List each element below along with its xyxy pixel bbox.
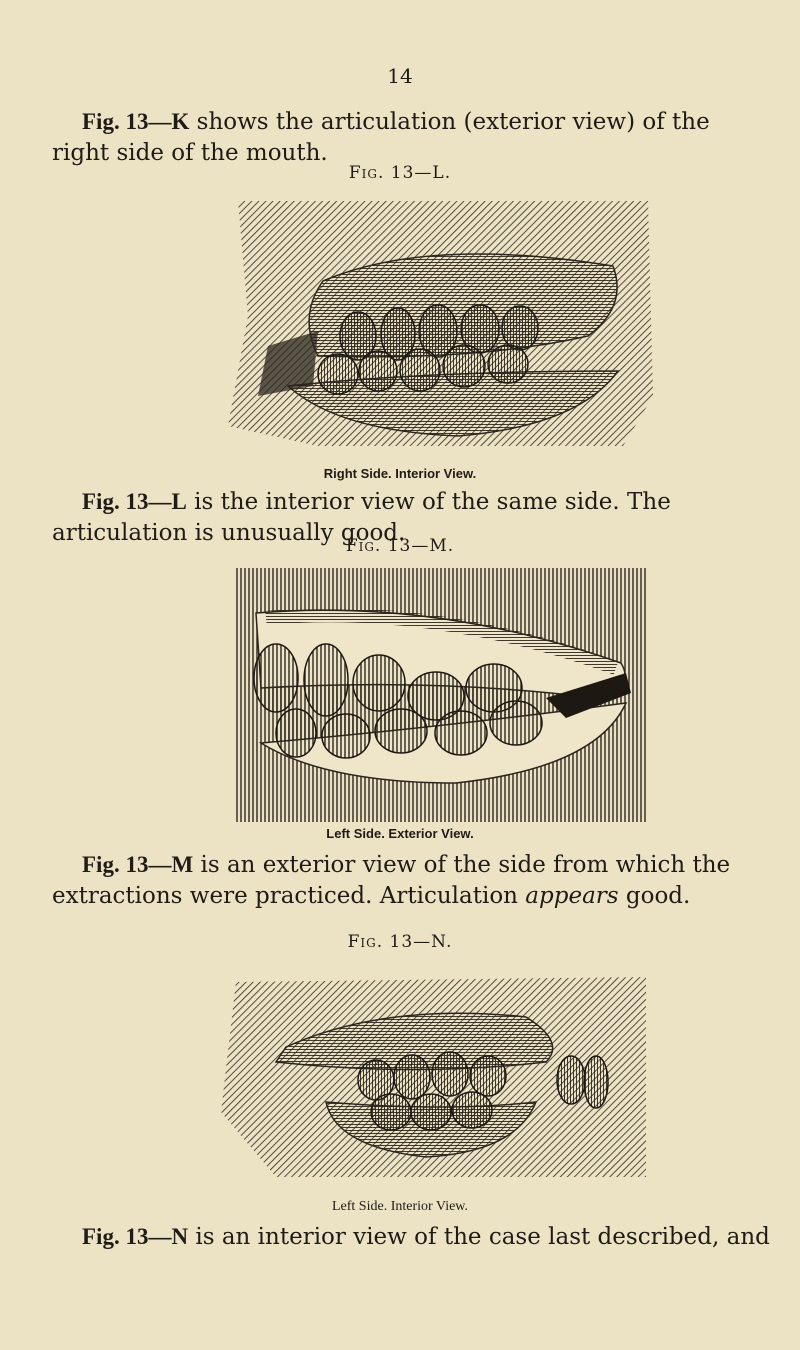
page-number: 14 (387, 64, 413, 88)
figure-label-n: Left Side. Interior View. (331, 1199, 468, 1214)
paragraph-text-end: good. (618, 883, 691, 909)
paragraph-text: is the interior view of the same side. The articulation is unusually good. (52, 489, 671, 546)
paragraph-fig-13-m (52, 849, 772, 912)
emphasis-text: appears (525, 883, 619, 909)
paragraph-fig-13-n (52, 1221, 772, 1253)
figure-caption-l: Fig. 13—L. (348, 163, 452, 183)
fig-reference: Fig. 13—L (82, 489, 187, 514)
paragraph-text: is an interior view of the case last described, and (188, 1224, 770, 1250)
figure-13-m-illustration (236, 568, 656, 824)
figure-13-l-illustration (228, 196, 658, 454)
paragraph-text: is an exterior view of the side from which the extractions were practiced. Articulation (52, 852, 731, 909)
fig-reference: Fig. 13—M (82, 852, 194, 877)
figure-label-l: Right Side. Interior View. (323, 466, 477, 481)
figure-label-m: Left Side. Exterior View. (326, 826, 474, 841)
figure-caption-m: Fig. 13—M. (345, 536, 455, 556)
figure-13-n-illustration (216, 962, 656, 1190)
paragraph-fig-13-k (52, 106, 772, 169)
fig-reference: Fig. 13—K (82, 109, 190, 134)
figure-caption-n: Fig. 13—N. (347, 932, 453, 952)
fig-reference: Fig. 13—N (82, 1224, 189, 1249)
paragraph-text: shows the articulation (exterior view) of the right side of the mouth. (52, 109, 710, 166)
